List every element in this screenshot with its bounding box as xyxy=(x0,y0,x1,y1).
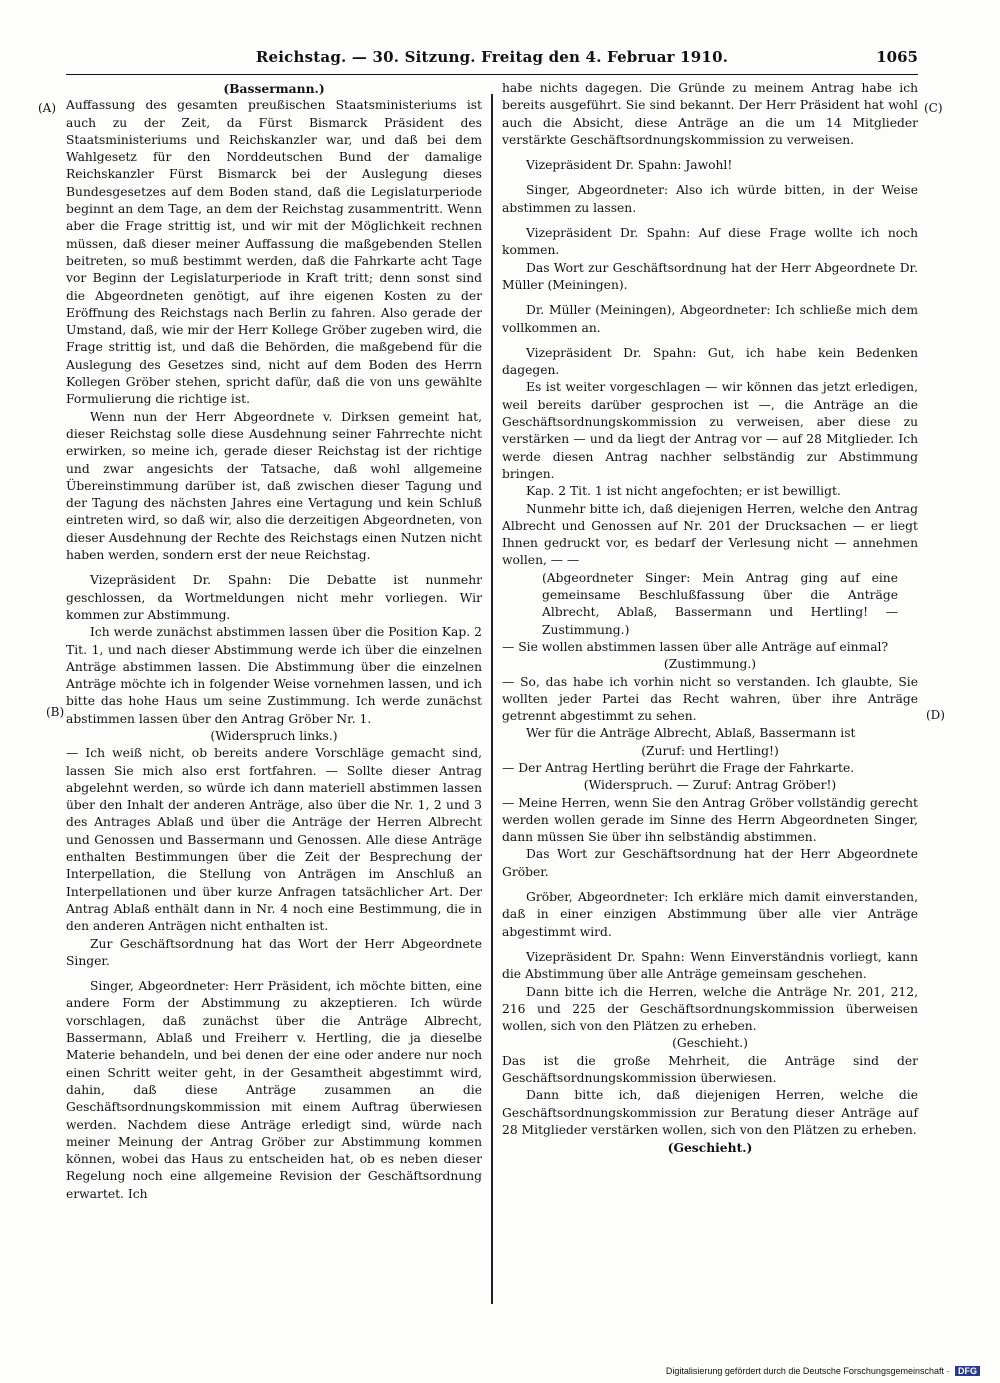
page-header xyxy=(66,48,918,75)
paragraph: (Abgeordneter Singer: Mein Antrag ging auf eine gemeinsame Beschlußfassung über die Anträge Albrecht, Ablaß, Bassermann und Hertling! — Zustimmung.) xyxy=(542,570,898,637)
margin-marker-d: (D) xyxy=(926,708,945,722)
paragraph: (Geschieht.) xyxy=(667,1140,753,1156)
footer-credit xyxy=(620,1366,980,1376)
paragraph: habe nichts dagegen. Die Gründe zu meinem Antrag habe ich bereits ausgeführt. Sie sind bekannt. Der Herr Präsident hat wohl auch die Absicht, diese Anträge an die um 14 Mitglieder verstärkte Geschäftsordnungskommission zu verweisen. xyxy=(502,81,918,147)
paragraph: Vizepräsident Dr. Spahn: Die Debatte ist nunmehr geschlossen, da Wortmeldungen nicht mehr vorliegen. Wir kommen zur Abstimmung. xyxy=(66,573,482,622)
paragraph: Dann bitte ich, daß diejenigen Herren, welche die Geschäftsordnungskommission zur Beratung dieser Anträge auf 28 Mitglieder verstärken wollen, sich von den Plätzen zu erheben. xyxy=(502,1088,918,1137)
paragraph: Wenn nun der Herr Abgeordnete v. Dirksen gemeint hat, dieser Reichstag solle diese Ausdehnung seiner Fahrrechte nicht erwirken, so meine ich, gerade dieser Reichstag ist der richtige und zwar angesichts der Tatsache, daß wohl allgemeine Übereinstimmung darüber ist, daß zwischen dieser Tagung und der Tagung des nächsten Jahres eine Vertagung und kein Schluß eintreten wird, so daß wir, also die derzeitigen Abgeordneten, von dieser Ausdehnung der Rechte des Reichstags einen Nutzen nicht haben werden, sondern erst der neue Reichstag. xyxy=(66,409,482,563)
paragraph: Singer, Abgeordneter: Also ich würde bitten, in der Weise abstimmen zu lassen. xyxy=(502,183,918,215)
paragraph: — Der Antrag Hertling berührt die Frage der Fahrkarte. xyxy=(502,760,855,775)
paragraph: — Meine Herren, wenn Sie den Antrag Gröber vollständig gerecht werden wollen gerade im Sinne des Herrn Abgeordneten Singer, dann müssen Sie über ihn selbständig abstimmen. xyxy=(502,795,918,845)
paragraph: Vizepräsident Dr. Spahn: Wenn Einverständnis vorliegt, kann die Abstimmung über alle Anträge gemeinsam geschehen. xyxy=(502,949,918,982)
paragraph: (Zustimmung.) xyxy=(663,657,757,672)
paragraph: — Sie wollen abstimmen lassen über alle Anträge auf einmal? xyxy=(502,639,889,654)
paragraph: Nunmehr bitte ich, daß diejenigen Herren, welche den Antrag Albrecht und Genossen auf Nr. 201 der Drucksachen — er liegt Ihnen gedruckt vor, es bedarf der Verlesung nicht — annehmen wollen, — — xyxy=(502,501,918,568)
paragraph: Auffassung des gesamten preußischen Staatsministeriums ist auch zu der Zeit, da Fürst Bismarck Präsident des Staatsministeriums und Reichskanzler war, und daß bei dem Wahlgesetz für den Norddeutschen Bund der damalige Reichskanzler Fürst Bismarck bei der Auslegung dieses Bundesgesetzes auf dem Boden stand, daß die Legislaturperiode beginnt an dem Tage, an dem der Reichstag zusammentritt. Wenn aber die Frage strittig ist, und wir mit der Möglichkeit rechnen müssen, daß dieser meiner Auffassung die maßgebenden Stellen beitreten, so muß bestimmt werden, daß die Fahrkarte acht Tage vor Beginn der Legislaturperiode in Kraft tritt; denn sonst sind die Abgeordneten genötigt, auf ihre eigenen Kosten zu der Eröffnung des Reichstags nach Berlin zu fahren. Also gerade der Umstand, daß, wie mir der Herr Kollege Gröber zugeben wird, die Frage strittig ist, und daß die Behörden, die maßgebend für die Auslegung des Gesetzes sind, nicht auf dem Boden des Herrn Kollegen Gröber stehen, spricht dafür, daß die von uns gewählte Formulierung die richtige ist. xyxy=(66,98,482,407)
paragraph: — So, das habe ich vorhin nicht so verstanden. Ich glaubte, Sie wollten jeder Partei das Recht wahren, über ihre Anträge getrennt abgestimmt zu sehen. xyxy=(502,674,918,724)
paragraph: Gröber, Abgeordneter: Ich erkläre mich damit einverstanden, daß in einer einzigen Abstimmung über alle vier Anträge abgestimmt wird. xyxy=(502,890,918,939)
paragraph: (Geschieht.) xyxy=(672,1036,748,1051)
paragraph: Wer für die Anträge Albrecht, Ablaß, Bassermann ist xyxy=(526,726,856,741)
column-divider xyxy=(491,94,493,1304)
paragraph: (Bassermann.) xyxy=(223,81,325,96)
dfg-logo: DFG xyxy=(955,1366,980,1376)
right-column xyxy=(502,80,918,1157)
paragraph: — Ich weiß nicht, ob bereits andere Vorschläge gemacht sind, lassen Sie mich also erst fortfahren. — Sollte dieser Antrag abgelehnt werden, so würde ich dann materiell abstimmen lassen über den Inhalt der anderen Anträge, also über die Nr. 1, 2 und 3 des Antrages Ablaß und über die Anträge der Herren Albrecht und Genossen und Bassermann und Genossen. Alle diese Anträge enthalten Bestimmungen über die Zeit der Besprechung der Interpellation, die Stellung von Anträgen im Anschluß an Interpellationen und über kurze Anfragen tatsächlicher Art. Der Antrag Ablaß enthält dann in Nr. 4 noch eine Bestimmung, die in den anderen Anträgen nicht enthalten ist. xyxy=(66,746,482,934)
paragraph: Dr. Müller (Meiningen), Abgeordneter: Ich schließe mich dem vollkommen an. xyxy=(502,303,918,335)
paragraph: Dann bitte ich die Herren, welche die Anträge Nr. 201, 212, 216 und 225 der Geschäftsordnungskommission überweisen wollen, sich von den Plätzen zu erheben. xyxy=(502,984,918,1034)
paragraph: Vizepräsident Dr. Spahn: Auf diese Frage wollte ich noch kommen. xyxy=(502,226,918,258)
paragraph: Das Wort zur Geschäftsordnung hat der Herr Abgeordnete Dr. Müller (Meiningen). xyxy=(502,260,918,292)
paragraph: Zur Geschäftsordnung hat das Wort der Herr Abgeordnete Singer. xyxy=(66,936,482,968)
paragraph: Singer, Abgeordneter: Herr Präsident, ich möchte bitten, eine andere Form der Abstimmung zu akzeptieren. Ich würde vorschlagen, daß zunächst über die Anträge Albrecht, Bassermann, Ablaß und Freiherr v. Hertling, die ja dieselbe Materie behandeln, und bei denen der eine oder andere nur noch einen Schritt weiter geht, in der Gesamtheit abgestimmt wird, dahin, daß diese Anträge zusammen an die Geschäftsordnungskommission mit einem Auftrag überwiesen werden. Nachdem diese Anträge erledigt sind, würde nach meiner Meinung der Antrag Gröber zur Abstimmung kommen können, wobei das Haus zu entscheiden hat, ob es neben dieser Regelung noch eine allgemeine Revision der Geschäftsordnung erwartet. Ich xyxy=(66,979,482,1201)
margin-marker-c: (C) xyxy=(924,101,943,115)
paragraph: (Zuruf: und Hertling!) xyxy=(641,743,779,758)
paragraph: Es ist weiter vorgeschlagen — wir können das jetzt erledigen, weil bereits darüber gesprochen ist —, die Anträge an die Geschäftsordnungskommission zu verweisen, aber diese zu verstärken — und da liegt der Antrag vor — auf 28 Mitglieder. Ich werde diesen Antrag nachher selbständig zur Abstimmung bringen. xyxy=(502,380,918,481)
paragraph: Vizepräsident Dr. Spahn: Jawohl! xyxy=(526,158,733,173)
paragraph: Ich werde zunächst abstimmen lassen über die Position Kap. 2 Tit. 1, und nach dieser Abstimmung werde ich über die einzelnen Anträge abstimmen lassen. Die Abstimmung über die einzelnen Anträge möchte ich in folgender Weise vornehmen lassen, und ich bitte das hohe Haus um seine Zustimmung. Ich werde zunächst abstimmen lassen über den Antrag Gröber Nr. 1. xyxy=(66,625,482,726)
left-column xyxy=(66,80,482,1203)
margin-marker-b: (B) xyxy=(46,705,65,719)
paragraph: Kap. 2 Tit. 1 ist nicht angefochten; er ist bewilligt. xyxy=(526,484,841,499)
paragraph: (Widerspruch links.) xyxy=(210,728,338,743)
paragraph: Das ist die große Mehrheit, die Anträge sind der Geschäftsordnungskommission überwiesen. xyxy=(502,1053,918,1086)
running-title: Reichstag. — 30. Sitzung. Freitag den 4. Februar 1910. xyxy=(255,48,729,66)
footer-text: Digitalisierung gefördert durch die Deutsche Forschungsgemeinschaft · xyxy=(665,1366,950,1376)
page-number: 1065 xyxy=(876,48,918,66)
paragraph: (Widerspruch. — Zuruf: Antrag Gröber!) xyxy=(583,778,837,793)
paragraph: Das Wort zur Geschäftsordnung hat der Herr Abgeordnete Gröber. xyxy=(502,847,918,879)
margin-marker-a: (A) xyxy=(38,101,57,115)
paragraph: Vizepräsident Dr. Spahn: Gut, ich habe kein Bedenken dagegen. xyxy=(502,345,918,378)
